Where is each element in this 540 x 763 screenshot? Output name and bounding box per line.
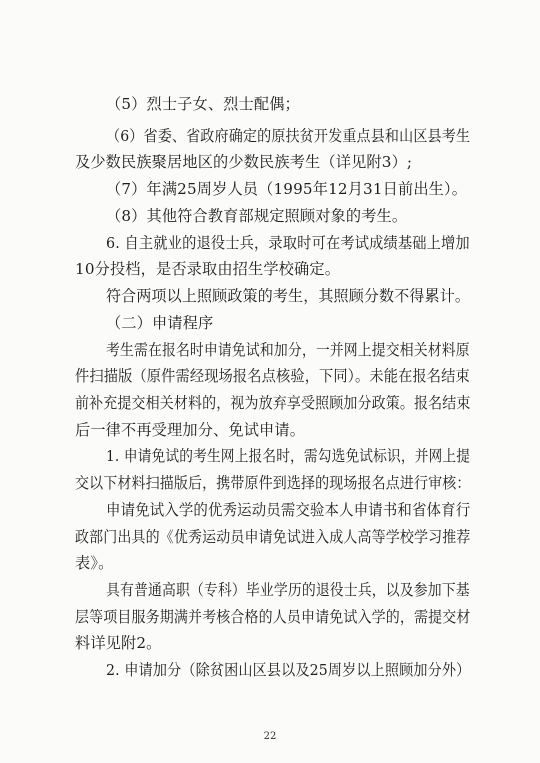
section-heading: （二）申请程序 (106, 314, 214, 332)
text-line: 1. 申请免试的考生网上报名时，需勾选免试标识，并网上提 (106, 447, 471, 465)
text-line: 符合两项以上照顾政策的考生，其照顾分数不得累计。 (106, 287, 471, 305)
text-line: 前补充提交相关材料的，视为放弃享受照顾加分政策。报名结束 (75, 394, 471, 412)
text-line: （7）年满25周岁人员（1995年12月31日前出生）。 (106, 180, 468, 198)
page-number: 22 (263, 731, 277, 742)
text-line: 具有普通高职（专科）毕业学历的退役士兵，以及参加下基 (106, 581, 470, 599)
text-line: 表》。 (75, 554, 114, 572)
text-line: 料详见附2。 (75, 634, 162, 652)
text-line: 及少数民族聚居地区的少数民族考生（详见附3）; (75, 153, 413, 171)
text-line: 政部门出具的《优秀运动员申请免试进入成人高等学校学习推荐 (75, 528, 471, 546)
text-line: 后一律不再受理加分、免试申请。 (75, 421, 306, 439)
text-line: 交以下材料扫描版后，携带原件到选择的现场报名点进行审核： (75, 474, 471, 492)
text-line: 2. 申请加分（除贫困山区县以及25周岁以上照顾加分外） (106, 661, 471, 679)
text-line: 10分投档，是否录取由招生学校确定。 (75, 260, 341, 278)
text-line: 层等项目服务期满并考核合格的人员申请免试入学的，需提交材 (75, 608, 471, 626)
text-line: （5）烈士子女、烈士配偶； (106, 95, 300, 113)
text-line: 考生需在报名时申请免试和加分，一并网上提交相关材料原 (106, 341, 470, 359)
text-line: （6）省委、省政府确定的原扶贫开发重点县和山区县考生 (106, 127, 471, 145)
text-line: （8）其他符合教育部规定照顾对象的考生。 (106, 207, 408, 225)
text-line: 申请免试入学的优秀运动员需交验本人申请书和省体育行 (106, 501, 471, 519)
text-line: 件扫描版（原件需经现场报名点核验，下同）。未能在报名结束 (75, 367, 470, 385)
text-line: 6. 自主就业的退役士兵，录取时可在考试成绩基础上增加 (106, 234, 470, 252)
